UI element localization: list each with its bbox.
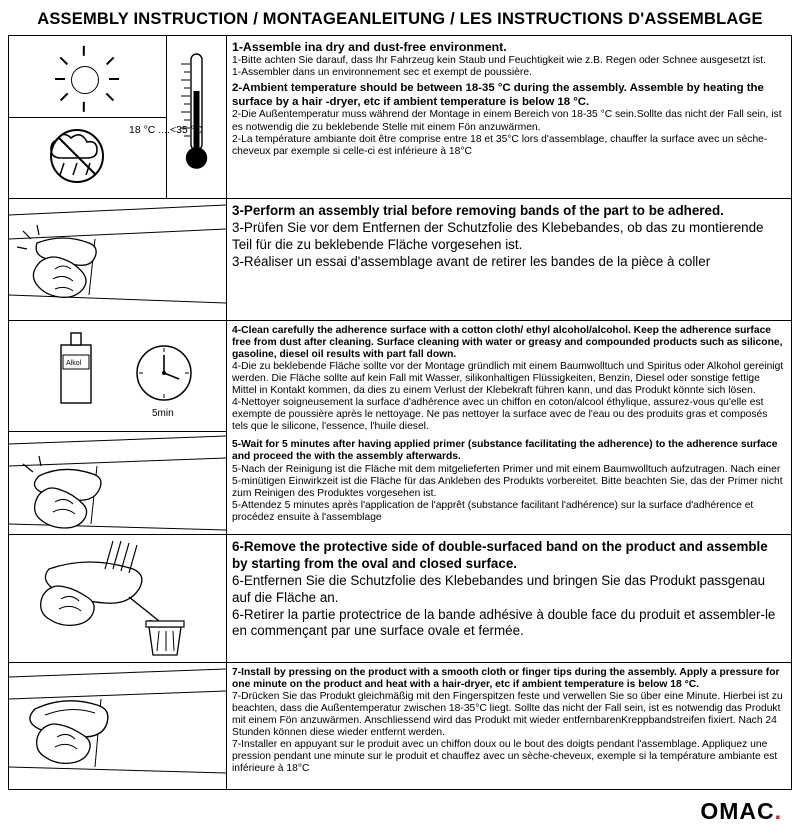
step-3-fr: 3-Réaliser un essai d'assemblage avant de retirer les bandes de la pièce à coller (232, 253, 711, 269)
table-row (9, 663, 791, 789)
step-4-fr: 4-Nettoyer soigneusement la surface d'adhérence avec un chiffon en coton/alcool éthylique, assurez-vous qu'elle est exempte de poussière après le nettoyage. Ne pas nettoyer la surface avec de l'eau ou des produits gras et composés tels que le silicone, l'essence, l'huile diesel. (232, 397, 768, 433)
instruction-table (8, 35, 792, 790)
illustration-temperature (9, 36, 227, 198)
step-1-en: 1-Assemble ina dry and dust-free environment. (232, 40, 507, 54)
step-5-en: 5-Wait for 5 minutes after having applied primer (substance facilitating the adherence) to the adherence surface and proceed the with the assembly afterwards. (232, 439, 778, 463)
step-4-de: 4-Die zu beklebende Fläche sollte vor der Montage gründlich mit einem Baumwolltuch und Spiritus oder Alkohol gereinigt werden. Die Fläche sollte auf kein Fall mit Wasser, silikonhaltigen Flüssigkeiten, Benzin, Diesel oder sonstige fettige Mittel in Kontakt kommen, da dies zu einem Verlust der Klebekraft führen kann, und das Produkt könnte sich lösen. (232, 361, 784, 397)
step-4-5-text (227, 321, 791, 534)
table-row (9, 199, 791, 321)
step-6-en: 6-Remove the protective side of double-surfaced band on the product and assemble by starting from the oval and closed surface. (232, 539, 768, 571)
illustration-trial-fit (9, 199, 227, 320)
step-3-text (227, 199, 791, 320)
illustration-clean-and-primer (9, 321, 227, 534)
table-row (9, 321, 791, 535)
step-7-text (227, 663, 791, 789)
table-row (9, 36, 791, 199)
step-7-en: 7-Install by pressing on the product with a smooth cloth or finger tips during the assembly. Apply a pressure for one minute on the product and heat with a hair-dryer, etc if ambient temperature is below 18 °C. (232, 667, 780, 691)
step-2-en: 2-Ambient temperature should be between 18-35 °C during the assembly. Assemble by heating the surface by a hair -dryer, etc if ambient temperature is below 18 °C. (232, 82, 764, 108)
step-2-de: 2-Die Außentemperatur muss während der Montage in einem Bereich von 18-35 °C sein.Sollte das nicht der Fall sein, ist es notwendig die zu beklebende Stelle mit einem Fön anzuwärmen. (232, 109, 782, 133)
step-5-de: 5-Nach der Reinigung ist die Fläche mit dem mitgelieferten Primer und mit einem Baumwolltuch aufzutragen. Nach einer 5-minütigen Einwirkzeit ist die Fläche für das Ankleben des Produkts vorbereitet. Bitte beachten Sie, das der Primer nicht zum Reinigen des Produktes vorgesehen ist. (232, 463, 783, 499)
illustration-remove-liner (9, 535, 227, 662)
step-6-text (227, 535, 791, 662)
brand-dot: . (774, 798, 782, 824)
illustration-press-product (9, 663, 227, 789)
step-3-en: 3-Perform an assembly trial before removing bands of the part to be adhered. (232, 203, 724, 218)
brand-text: OMAC (700, 798, 775, 824)
step-1-de: 1-Bitte achten Sie darauf, dass Ihr Fahrzeug kein Staub und Feuchtigkeit wie z.B. Regen oder Schnee ausgesetzt ist. (232, 55, 767, 66)
step-4-en: 4-Clean carefully the adherence surface with a cotton cloth/ ethyl alcohol/alcohol. Keep the adherence surface free from dust after cleaning. Surface cleaning with water or greasy and compounded products such as silicone, gasoline, diesel oil results with part fall down. (232, 325, 783, 361)
step-5-fr: 5-Attendez 5 minutes après l'application de l'apprêt (substance facilitant l'adhérence) sur la surface d'adhérence et procédez ensuite à l'assemblage (232, 499, 754, 523)
step-7-fr: 7-Installer en appuyant sur le produit avec un chiffon doux ou le bout des doigts pendant l'assemblage. Appliquez une pression pendant une minute sur le produit et chauffez avec un sèche-cheveux, exemple si la température ambiante est inférieure à 18°C (232, 739, 778, 775)
brand-logo (700, 798, 782, 825)
clock-label: 5min (152, 408, 174, 419)
page-title: ASSEMBLY INSTRUCTION / MONTAGEANLEITUNG / LES INSTRUCTIONS D'ASSEMBLAGE (37, 10, 763, 28)
step-1-2-text (227, 36, 791, 198)
step-3-de: 3-Prüfen Sie vor dem Entfernen der Schutzfolie des Klebebandes, ob das zu montierende Teil für die zu beklebende Fläche vorgesehen ist. (232, 219, 764, 252)
step-7-de: 7-Drücken Sie das Produkt gleichmäßig mit den Fingerspitzen feste und verwellen Sie so über eine Minute. Hierbei ist zu beachten, dass die Außentemperatur zwischen 18-35°C liegt. Sollte das nicht der Fall sein, ist es notwendig das Produkt mit einem Fön anzuwärmen. Anschliessend wird das Produkt mit wieder entfernbarenKreppbandstreifen fixiert. Nach 24 Stunden können diese wieder entfernt werden. (232, 691, 783, 739)
step-6-de: 6-Entfernen Sie die Schutzfolie des Klebebandes und bringen Sie das Produkt passgenau auf die Fläche an. (232, 572, 766, 605)
step-2-fr: 2-La température ambiante doit être comprise entre 18 et 35°C lors d'assemblage, chauffer la surface avec un sèche-cheveux par exemple si celle-ci est inférieure à 18°C (232, 133, 768, 157)
footer (8, 790, 792, 836)
step-6-fr: 6-Retirer la partie protectrice de la bande adhésive à double face du produit et assembler-le en commençant par une surface ovale et fermée. (232, 606, 776, 639)
table-row (9, 535, 791, 663)
svg-text:Alkol: Alkol (66, 360, 82, 367)
temperature-range-label: 18 °C ....<35 °C (129, 124, 203, 136)
step-1-fr: 1-Assembler dans un environnement sec et exempt de poussière. (232, 67, 532, 79)
